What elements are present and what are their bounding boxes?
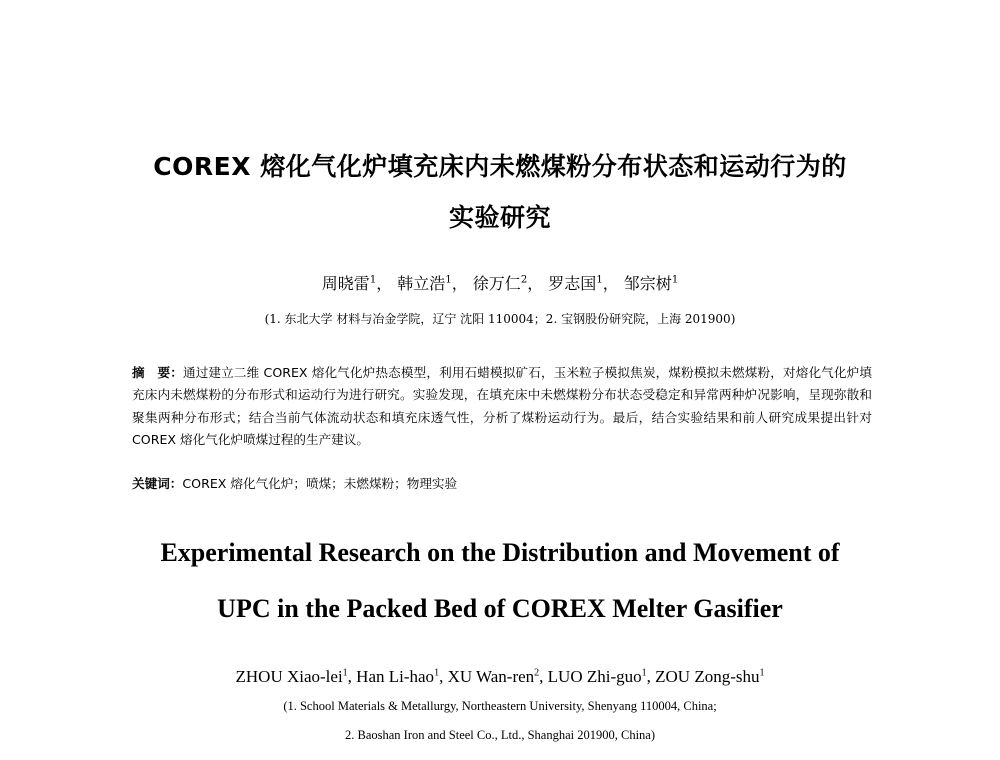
keywords-label: 关键词： — [132, 476, 183, 491]
author-affiliation-mark: 1 — [445, 274, 452, 286]
english-title-line-1: Experimental Research on the Distribution and Movement of — [160, 538, 840, 567]
author-affiliation-mark: 1 — [342, 667, 348, 679]
english-affiliation-line-2: 2. Baoshan Iron and Steel Co., Ltd., Shanghai 201900, China) — [344, 728, 656, 742]
author-name: LUO Zhi-guo — [547, 667, 642, 686]
author-affiliation-mark: 1 — [641, 667, 647, 679]
abstract-label: 摘 要： — [132, 365, 183, 380]
author-separator: , — [439, 667, 448, 686]
author-name: 罗志国 — [548, 274, 597, 293]
author-separator: ， — [376, 274, 393, 293]
author-separator: , — [646, 667, 656, 686]
author-separator: ， — [602, 274, 619, 293]
author-separator: ， — [451, 274, 468, 293]
english-title-line-2: UPC in the Packed Bed of COREX Melter Gasifier — [217, 594, 783, 623]
author-separator: , — [539, 667, 548, 686]
author-affiliation-mark: 2 — [520, 274, 528, 286]
author-name: 邹宗树 — [623, 274, 672, 293]
chinese-keywords — [132, 473, 872, 495]
author-name: Han Li-hao — [356, 667, 435, 686]
author-name: ZOU Zong-shu — [655, 667, 760, 686]
author-separator: ， — [527, 274, 544, 293]
chinese-affiliation: (1. 东北大学 材料与冶金学院，辽宁 沈阳 110004；2. 宝钢股份研究院，上海 201900) — [264, 312, 736, 326]
chinese-title-line-2: 实验研究 — [448, 203, 551, 232]
chinese-title-line-1: COREX 熔化气化炉填充床内未燃煤粉分布状态和运动行为的 — [153, 152, 847, 181]
author-affiliation-mark: 1 — [369, 274, 377, 286]
abstract-text: 通过建立二维 COREX 熔化气化炉热态模型，利用石蜡模拟矿石，玉米粒子模拟焦炭，煤粉模拟未燃煤粉，对熔化气化炉填充床内未燃煤粉的分布形式和运动行为进行研究。实验发现，在填充床中未燃煤粉分布状态受稳定和异常两种炉况影响，呈现弥散和聚集两种分布形式；结合当前气体流动状态和填充床透气性，分析了煤粉运动行为。最后，结合实验结果和前人研究成果提出针对 COREX 熔化气化炉喷煤过程的生产建议。 — [132, 365, 872, 448]
keywords-text: COREX 熔化气化炉；喷煤；未燃煤粉；物理实验 — [182, 476, 458, 491]
author-affiliation-mark: 1 — [596, 274, 603, 286]
english-affiliation-line-1: (1. School Materials & Metallurgy, Northeastern University, Shenyang 110004, China; — [283, 699, 717, 713]
author-affiliation-mark: 2 — [534, 667, 540, 679]
author-name: XU Wan-ren — [447, 667, 535, 686]
author-name: 徐万仁 — [472, 274, 521, 293]
author-name: ZHOU Xiao-lei — [235, 667, 343, 686]
author-separator: , — [347, 667, 357, 686]
author-affiliation-mark: 1 — [434, 667, 440, 679]
english-author-list — [0, 667, 1000, 687]
author-name: 韩立浩 — [397, 274, 446, 293]
author-affiliation-mark: 1 — [671, 274, 679, 286]
chinese-abstract — [132, 362, 872, 452]
chinese-author-list — [0, 271, 1000, 294]
author-name: 周晓雷 — [321, 274, 370, 293]
author-affiliation-mark: 1 — [759, 667, 765, 679]
